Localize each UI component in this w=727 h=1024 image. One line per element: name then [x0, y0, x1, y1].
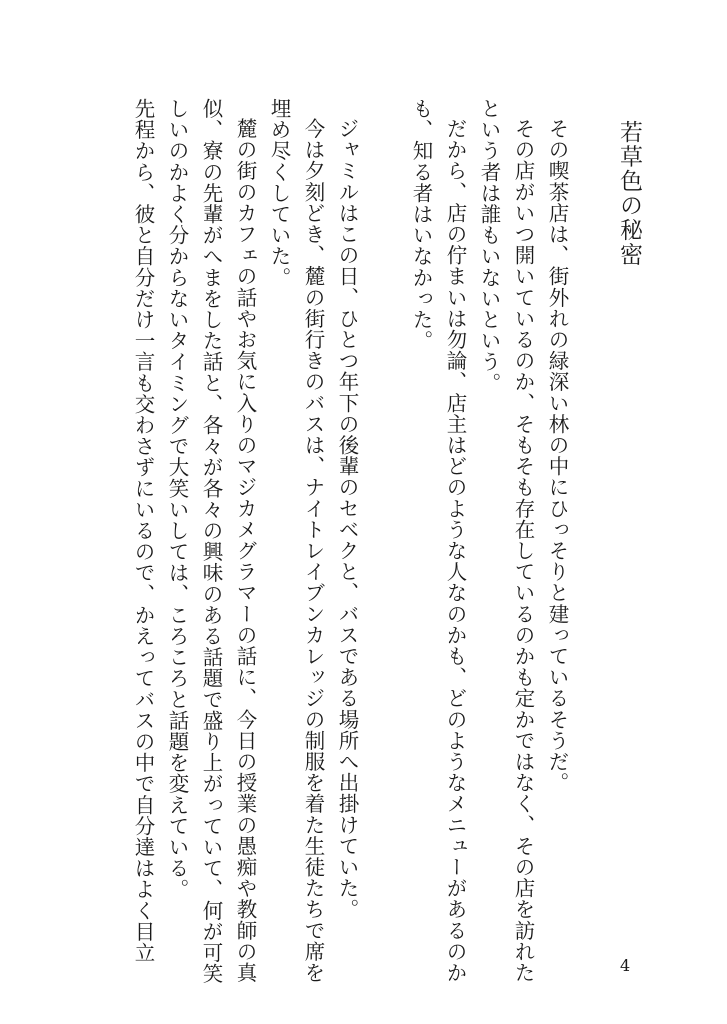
text-line: しいのかよく分からないタイミングで大笑いしては、ころころと話題を変えている。 [165, 98, 189, 900]
text-line: 似、寮の先輩がへまをした話と、各々が各々の興味のある話題で盛り上がっていて、何が可笑 [199, 98, 223, 985]
text-line: その喫茶店は、街外れの緑深い林の中にひっそりと建っているそうだ。 [545, 118, 569, 794]
page-number: 4 [620, 956, 631, 975]
text-line: その店がいつ開いているのか、そもそも存在しているのかも定かではなく、その店を訪れた [511, 118, 535, 984]
text-line: という者は誰もいないという。 [477, 98, 501, 394]
text-line: 今は夕刻どき、麓の街行きのバスは、ナイトレイブンカレッジの制服を着た生徒たちで席を [301, 118, 325, 984]
text-line: 先程から、彼と自分だけ一言も交わさずにいるので、かえってバスの中で自分達はよく目立 [131, 98, 155, 964]
text-line: 麓の街のカフェの話やお気に入りのマジカメグラマーの話に、今日の授業の愚痴や教師の真 [233, 118, 257, 984]
text-line: ジャミルはこの日、ひとつ年下の後輩のセベクと、バスである場所へ出掛けていた。 [335, 118, 359, 920]
page-title: 若草色の秘密 [616, 120, 642, 267]
text-line: だから、店の佇まいは勿論、店主はどのような人なのかも、どのようなメニューがあるのか [443, 118, 467, 984]
text-line: 埋め尽くしていた。 [267, 98, 291, 288]
text-line: も、知る者はいなかった。 [409, 98, 433, 352]
